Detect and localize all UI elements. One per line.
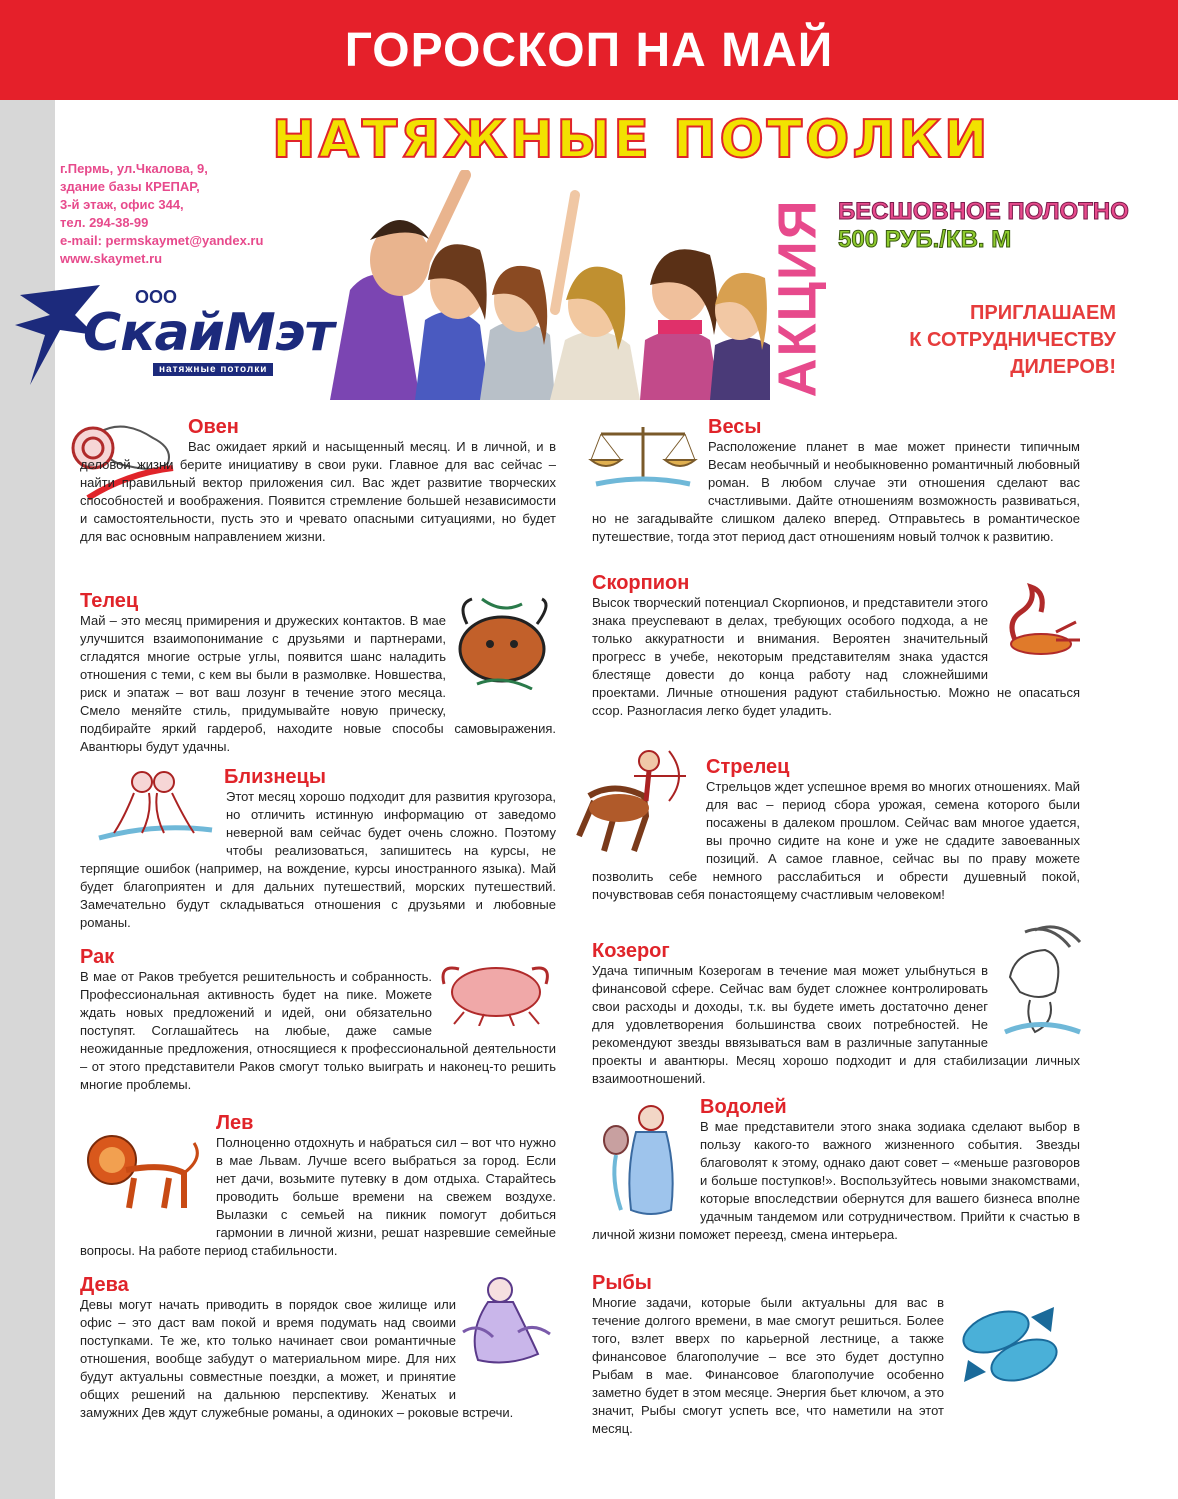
sign-title: Телец [80, 590, 139, 612]
sign-text: Расположение планет в мае может принести типичным Весам необычный и необыкновенно романтичный любовный роман. В любом случае эти отношения сделают вас счастливыми. Дайте отношениям возможность развиваться, но не загадывайте слишком далеко вперед. Отправьтесь в романтическое путешествие, тогда этот период даст отношениям новый толчок к развитию. [592, 439, 1080, 544]
sign-text: Вас ожидает яркий и насыщенный месяц. И в личной, и в деловой жизни берите инициативу в свои руки. Главное для вас сейчас – найти правильный вектор приложения сил. Вас ждет развитие творческих способностей и воображения. Появится стремление большей независимости и самостоятельности, пусть это и чревато опасными ситуациями, но будет для вас основным направлением жизни. [80, 439, 556, 544]
sign-text: Стрельцов ждет успешное время во многих отношениях. Май для вас – период сбора урожая, семена которого были посажены в далеком прошлом. Сейчас вам многое удается, вы прочно сидите на коне и уже не сдадите завоеванных позиций. А самое главное, сейчас вы по праву можете позволить себе немного расслабиться и обрести душевный покой, почувствовав себя понастоящему счастливым человеком! [592, 779, 1080, 902]
logo-prefix: ООО [135, 287, 178, 307]
sign-title: Рак [80, 946, 115, 968]
sign-text: Многие задачи, которые были актуальны для вас в течение долгого времени, в мае смогут решиться. Более того, взлет вверх по карьерной лестнице, а также финансовое благополучие – все это будет доступно Рыбам в мае. Финансовое благополучие особенно заметно будет в этом месяце. Энергия бьет ключом, а это значит, Рыбы смогут успеть все, что наметили на этот месяц. [592, 1295, 944, 1436]
sign-title: Лев [216, 1112, 254, 1134]
sign-title: Дева [80, 1274, 129, 1296]
sign-text: Девы могут начать приводить в порядок свое жилище или офис – это даст вам покой и время подумать над своими поступками. Те же, кто только начинает свои романтичные отношения, вообще забудут о материальном мире. Для них будут актуальны совместные поездки, а может, и принятие общих решений на дальнюю перспективу. Женатых и замужних Дев ждут служебные романы, а одиноких – роковые встречи. [80, 1297, 514, 1420]
page-title: ГОРОСКОП НА МАЙ [344, 23, 834, 77]
sign-text: Этот месяц хорошо подходит для развития кругозора, но отличить истинную информацию от заведомо неверной вам сейчас будет очень сложно. Поэтому чтобы реализоваться, запишитесь на курсы, не терпящие ошибок (например, на вождение, курсы иностранного языка). Май будет благоприятен и для дальних путешествий, морских путешествий. Замечательно будут складываться отношения с друзьями и любовные романы. [80, 789, 556, 930]
company-logo [15, 285, 335, 395]
advertisement [0, 100, 1178, 400]
ad-title: НАТЯЖНЫЕ ПОТОЛКИ [272, 110, 991, 170]
sign-title: Овен [188, 416, 239, 438]
promo-line-2: 500 РУБ./КВ. М [838, 226, 1012, 253]
sign-title: Близнецы [224, 766, 326, 788]
sign-leo [80, 1112, 556, 1260]
sign-cancer [80, 946, 556, 1094]
sign-aries [80, 416, 556, 546]
contact-email[interactable]: e-mail: permskaymet@yandex.ru [60, 233, 264, 248]
sign-text: Май – это месяц примирения и дружеских контактов. В мае улучшится взаимопонимание с друзьями и партнерами, сгладятся многие острые углы, появится шанс наладить отношения с теми, с кем вы были в размолвке. Новшества, риск и эпатаж – вот ваш лозунг в течение этого месяца. Смело меняйте стиль, придумывайте новую прическу, подбирайте яркий гардероб, находите новые способы самовыражения. Авантюры будут удачны. [80, 613, 556, 754]
promo-badge [768, 198, 828, 398]
invite-line: ДИЛЕРОВ! [1010, 356, 1116, 378]
contact-office: 3-й этаж, офис 344, [60, 197, 184, 212]
contacts-block [60, 160, 263, 268]
sign-title: Козерог [592, 940, 670, 962]
sign-sagittarius [592, 756, 1080, 904]
sign-title: Рыбы [592, 1272, 652, 1294]
sign-text: В мае представители этого знака зодиака сделают выбор в пользу какого-то важного жизненного события. Звезды благоволят к этому, однако дают совет – «меньше разговоров и больше поступков!». Воспользуйтесь новыми знакомствами, которые впоследствии обернутся для вашего бизнеса вполне удачным тандемом или сотрудничеством. Прийти к счастью в личной жизни поможет переезд, смена интерьера. [592, 1119, 1080, 1242]
contact-building: здание базы КРЕПАР, [60, 179, 200, 194]
sign-title: Весы [708, 416, 762, 438]
contact-phone[interactable]: тел. 294-38-99 [60, 215, 149, 230]
sign-virgo [80, 1274, 556, 1422]
sign-scorpio [592, 572, 1080, 720]
sign-taurus [80, 590, 556, 756]
invite-line: К СОТРУДНИЧЕСТВУ [909, 329, 1116, 351]
sign-aquarius [592, 1096, 1080, 1244]
sign-text: Удача типичным Козерогам в течение мая может улыбнуться в финансовой сфере. Сейчас вам будет сложнее контролировать свои расходы и доходы, т.к. вы будете иметь достаточно денег для удовлетворения большинства своих потребностей. Не рекомендуют звезды ввязываться вам в различные запутанные проекты и авантюры. Месяц хорошо подходит и для стабилизации личных взаимоотношений. [592, 963, 1080, 1086]
contact-website[interactable]: www.skaymet.ru [60, 251, 163, 266]
sign-libra [592, 416, 1080, 546]
contact-address: г.Пермь, ул.Чкалова, 9, [60, 161, 208, 176]
logo-name: СкайМэт [83, 303, 334, 363]
logo-subtitle: натяжные потолки [153, 363, 273, 376]
sign-pisces [592, 1272, 1080, 1438]
header-banner [0, 0, 1178, 100]
people-looking-up-illustration [330, 170, 770, 400]
sign-title: Стрелец [706, 756, 790, 778]
sign-capricorn [592, 940, 1080, 1088]
promo-line-1: БЕСШОВНОЕ ПОЛОТНО [838, 198, 1129, 225]
invite-line: ПРИГЛАШАЕМ [970, 302, 1116, 324]
sign-gemini [80, 766, 556, 932]
dealer-invitation [909, 300, 1116, 381]
sign-text: В мае от Раков требуется решительность и собранность. Профессиональная активность будет на пике. Можете ждать новых предложений и идей, они обязательно поступят. Соглашайтесь на любые, даже самые неожиданные предложения, относящиеся к профессиональной деятельности – от этого представители Раков смогут только выиграть и наконец-то решить многие проблемы. [80, 969, 556, 1092]
sign-title: Водолей [700, 1096, 787, 1118]
sign-text: Полноценно отдохнуть и набраться сил – вот что нужно в мае Львам. Лучше всего выбраться за город. Если нет дачи, возьмите путевку в дом отдыха. Старайтесь проводить больше времени на свежем воздухе. Вылазки с семьей на пикник помогут добиться гармонии в личной жизни, решат назревшие семейные вопросы. На работе период стабильности. [80, 1135, 556, 1258]
promo-badge-label: АКЦИЯ [768, 198, 828, 398]
sign-text: Высок творческий потенциал Скорпионов, и представители этого знака преуспевают в делах, требующих особого подхода, а не только аккуратности и внимания. Вероятен значительный прогресс в учебе, некоторым представителям знака удастся блестяще довести до конца работу над сложнейшими проектами. Личные отношения радуют стабильностью. Можно не опасаться ссор. Разногласия легко будет уладить. [592, 595, 1080, 718]
sign-title: Скорпион [592, 572, 690, 594]
